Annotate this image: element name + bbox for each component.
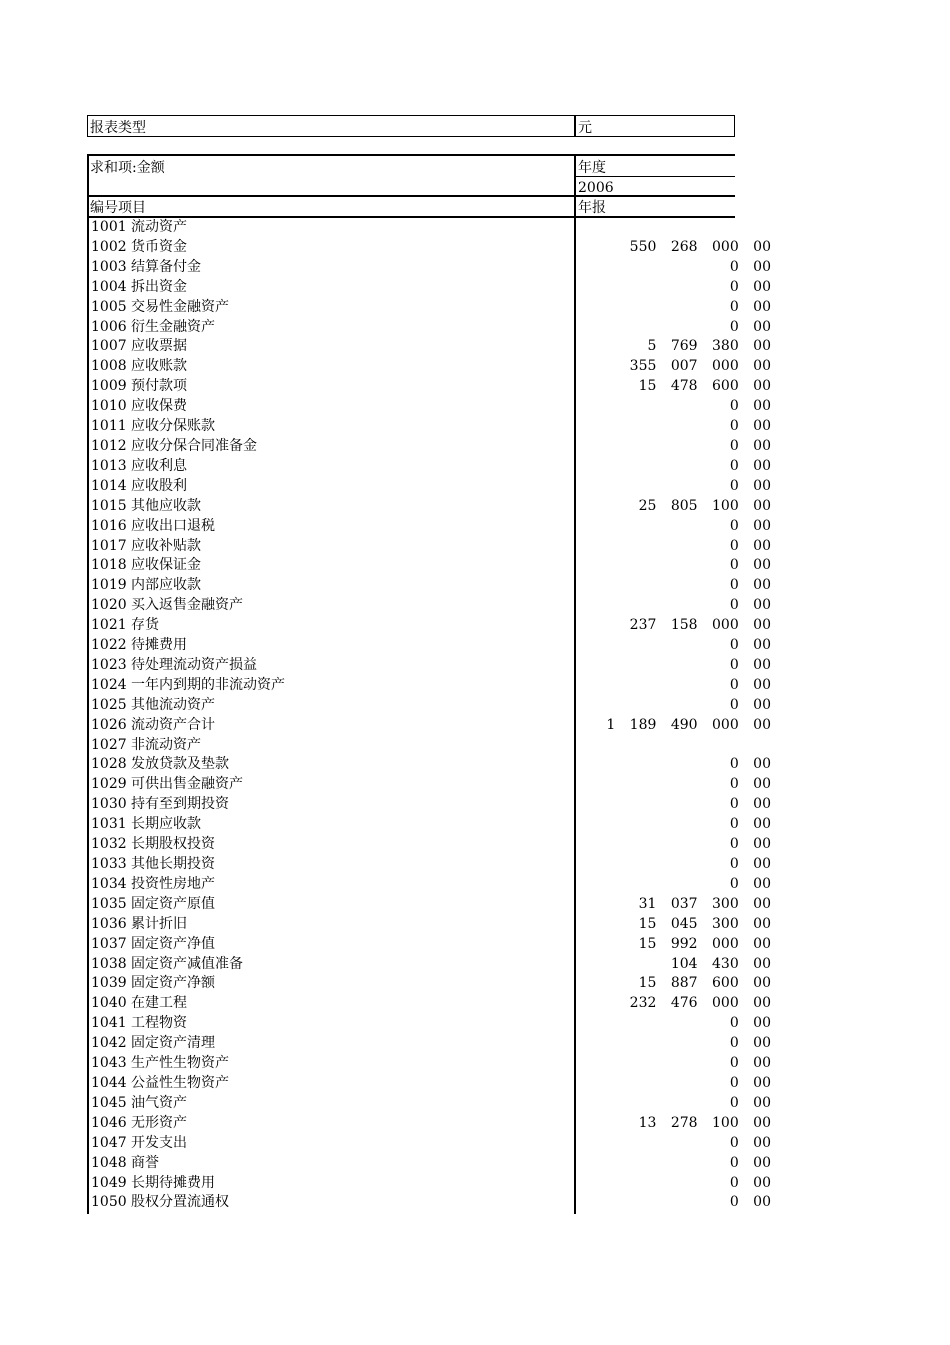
row-code: 1028 <box>91 756 127 773</box>
row-name: 流动资产合计 <box>131 716 215 733</box>
row-code: 1043 <box>91 1055 127 1072</box>
table-row[interactable] <box>91 794 771 814</box>
table-row[interactable] <box>91 396 771 416</box>
row-value: 0 00 <box>729 836 771 853</box>
row-code: 1033 <box>91 856 127 872</box>
row-value: 0 00 <box>729 258 771 275</box>
pivot-top-border <box>87 154 735 156</box>
row-value: 0 00 <box>729 676 771 693</box>
row-code: 1013 <box>91 457 127 474</box>
row-value: 237 158 000 00 <box>629 617 771 634</box>
row-name: 投资性房地产 <box>131 875 215 892</box>
row-code: 1046 <box>91 1114 127 1131</box>
row-name: 应收保证金 <box>131 557 201 574</box>
row-name: 应收补贴款 <box>131 537 201 554</box>
table-row[interactable] <box>91 1033 771 1053</box>
row-name: 可供出售金融资产 <box>131 776 243 793</box>
row-name: 股权分置流通权 <box>131 1194 229 1211</box>
row-value: 0 00 <box>729 577 771 594</box>
table-row[interactable] <box>91 336 771 356</box>
row-code: 1042 <box>91 1035 127 1052</box>
row-code: 1014 <box>91 477 127 494</box>
row-name: 商誉 <box>131 1154 159 1171</box>
row-name: 油气资产 <box>131 1094 187 1111</box>
row-code: 1036 <box>91 915 127 932</box>
row-code: 1027 <box>91 736 127 753</box>
table-row[interactable] <box>91 914 771 934</box>
row-name: 长期股权投资 <box>131 836 215 853</box>
row-value: 0 00 <box>729 1074 771 1091</box>
row-value: 0 00 <box>729 1134 771 1151</box>
row-value: 0 00 <box>729 298 771 315</box>
row-code: 1021 <box>91 617 127 634</box>
table-row[interactable] <box>91 1113 771 1133</box>
row-name: 一年内到期的非流动资产 <box>131 676 285 693</box>
row-value: 0 00 <box>729 318 771 335</box>
row-name: 内部应收款 <box>131 577 201 594</box>
row-name: 生产性生物资产 <box>131 1055 229 1072</box>
row-value: 15 887 600 00 <box>638 975 771 992</box>
table-row[interactable] <box>91 1173 771 1193</box>
row-value: 0 00 <box>729 398 771 415</box>
table-row[interactable] <box>91 416 771 436</box>
table-row[interactable] <box>91 715 771 735</box>
row-value: 0 00 <box>729 875 771 892</box>
row-name: 工程物资 <box>131 1015 187 1032</box>
row-name: 累计折旧 <box>131 915 187 932</box>
row-value: 0 00 <box>729 1094 771 1111</box>
row-code: 1017 <box>91 537 127 554</box>
row-value: 0 00 <box>729 517 771 534</box>
row-code: 1018 <box>91 557 127 574</box>
row-name: 结算备付金 <box>131 258 201 275</box>
row-code: 1037 <box>91 935 127 952</box>
row-code: 1001 <box>91 219 127 235</box>
table-row[interactable] <box>91 237 771 257</box>
row-name: 衍生金融资产 <box>131 318 215 335</box>
table-row[interactable] <box>91 934 771 954</box>
row-code: 1005 <box>91 298 127 315</box>
row-name: 开发支出 <box>131 1134 187 1151</box>
row-value: 15 478 600 00 <box>638 378 771 395</box>
row-name: 应收分保合同准备金 <box>131 437 257 454</box>
row-value: 0 00 <box>729 1194 771 1211</box>
table-row[interactable] <box>91 575 771 595</box>
row-name: 持有至到期投资 <box>131 796 229 813</box>
row-value: 25 805 100 00 <box>638 497 771 514</box>
row-value: 0 00 <box>729 696 771 713</box>
row-name: 流动资产 <box>131 219 187 235</box>
row-name: 应收票据 <box>131 338 187 355</box>
row-value: 0 00 <box>729 1055 771 1072</box>
row-code: 1011 <box>91 418 127 435</box>
table-row[interactable] <box>91 496 771 516</box>
table-row[interactable] <box>91 993 771 1013</box>
row-value: 550 268 000 00 <box>629 238 771 255</box>
row-value: 0 00 <box>729 756 771 773</box>
row-name: 固定资产减值准备 <box>131 955 243 972</box>
row-code: 1041 <box>91 1015 127 1032</box>
table-row[interactable] <box>91 874 771 894</box>
table-row[interactable] <box>91 774 771 794</box>
row-value: 0 00 <box>729 418 771 435</box>
row-value: 0 00 <box>729 637 771 654</box>
row-code: 1034 <box>91 875 127 892</box>
pivot-sum-label: 求和项:金额 <box>90 160 165 176</box>
pivot-col-header[interactable]: 年报 <box>578 200 606 216</box>
table-row[interactable] <box>91 1073 771 1093</box>
row-value: 104 430 00 <box>670 955 771 972</box>
row-value: 0 00 <box>729 1174 771 1191</box>
table-row[interactable] <box>91 476 771 496</box>
row-value: 5 769 380 00 <box>647 338 771 355</box>
row-code: 1050 <box>91 1194 127 1211</box>
row-name: 长期待摊费用 <box>131 1174 215 1191</box>
row-value: 0 00 <box>729 776 771 793</box>
row-name: 发放贷款及垫款 <box>131 756 229 773</box>
table-row[interactable] <box>91 1093 771 1113</box>
row-value: 355 007 000 00 <box>629 358 771 375</box>
pivot-col-field[interactable]: 年度 <box>578 160 606 176</box>
row-name: 固定资产净值 <box>131 935 215 952</box>
filter-label: 报表类型 <box>90 120 146 136</box>
row-name: 买入返售金融资产 <box>131 597 243 614</box>
row-name: 应收分保账款 <box>131 418 215 435</box>
table-row[interactable] <box>91 257 771 277</box>
row-name: 长期应收款 <box>131 816 201 833</box>
row-name: 应收利息 <box>131 457 187 474</box>
row-name: 存货 <box>131 617 159 634</box>
table-row[interactable] <box>91 376 771 396</box>
table-row[interactable] <box>91 356 771 376</box>
table-row[interactable] <box>91 973 771 993</box>
table-row[interactable] <box>91 1053 771 1073</box>
row-name: 拆出资金 <box>131 278 187 295</box>
row-name: 预付款项 <box>131 378 187 395</box>
filter-divider <box>574 115 576 137</box>
row-value: 13 278 100 00 <box>638 1114 771 1131</box>
row-name: 应收账款 <box>131 358 187 375</box>
row-code: 1045 <box>91 1094 127 1111</box>
pivot-year[interactable]: 2006 <box>578 180 614 196</box>
table-row[interactable] <box>91 735 771 755</box>
row-code: 1025 <box>91 696 127 713</box>
row-name: 货币资金 <box>131 238 187 255</box>
row-value: 15 992 000 00 <box>638 935 771 952</box>
row-value: 0 00 <box>729 856 771 872</box>
row-name: 固定资产原值 <box>131 895 215 912</box>
row-code: 1023 <box>91 656 127 673</box>
row-name: 其他长期投资 <box>131 856 215 872</box>
table-row[interactable] <box>91 277 771 297</box>
row-code: 1015 <box>91 497 127 514</box>
row-name: 其他应收款 <box>131 497 201 514</box>
row-name: 无形资产 <box>131 1114 187 1131</box>
row-name: 应收股利 <box>131 477 187 494</box>
row-value: 15 045 300 00 <box>638 915 771 932</box>
table-row[interactable] <box>91 814 771 834</box>
table-row[interactable] <box>91 675 771 695</box>
row-code: 1032 <box>91 836 127 853</box>
row-name: 在建工程 <box>131 995 187 1012</box>
row-value: 0 00 <box>729 816 771 833</box>
row-value: 0 00 <box>729 1015 771 1032</box>
row-code: 1044 <box>91 1074 127 1091</box>
row-name: 其他流动资产 <box>131 696 215 713</box>
row-name: 应收出口退税 <box>131 517 215 534</box>
row-code: 1031 <box>91 816 127 833</box>
table-row[interactable] <box>91 297 771 317</box>
row-value: 0 00 <box>729 1035 771 1052</box>
row-name: 非流动资产 <box>131 736 201 753</box>
row-code: 1019 <box>91 577 127 594</box>
table-row[interactable] <box>91 655 771 675</box>
pivot-left-border <box>87 154 89 1214</box>
row-name: 固定资产净额 <box>131 975 215 992</box>
row-code: 1016 <box>91 517 127 534</box>
row-value: 0 00 <box>729 597 771 614</box>
row-code: 1040 <box>91 995 127 1012</box>
table-row[interactable] <box>91 1013 771 1033</box>
row-value: 232 476 000 00 <box>629 995 771 1012</box>
table-row[interactable] <box>91 695 771 715</box>
table-row[interactable] <box>91 894 771 914</box>
row-code: 1039 <box>91 975 127 992</box>
row-code: 1004 <box>91 278 127 295</box>
row-name: 固定资产清理 <box>131 1035 215 1052</box>
row-code: 1048 <box>91 1154 127 1171</box>
row-code: 1008 <box>91 358 127 375</box>
row-value: 31 037 300 00 <box>638 895 771 912</box>
table-row[interactable] <box>91 456 771 476</box>
row-code: 1006 <box>91 318 127 335</box>
row-code: 1009 <box>91 378 127 395</box>
row-code: 1047 <box>91 1134 127 1151</box>
row-value: 0 00 <box>729 457 771 474</box>
row-value: 1 189 490 000 00 <box>606 716 771 733</box>
row-name: 待摊费用 <box>131 637 187 654</box>
row-code: 1038 <box>91 955 127 972</box>
row-value: 0 00 <box>729 477 771 494</box>
table-row[interactable] <box>91 436 771 456</box>
table-row[interactable] <box>91 595 771 615</box>
row-code: 1020 <box>91 597 127 614</box>
row-value: 0 00 <box>729 437 771 454</box>
pivot-rows <box>91 217 771 1212</box>
table-row[interactable] <box>91 317 771 337</box>
row-code: 1024 <box>91 676 127 693</box>
filter-box <box>87 115 735 137</box>
table-row[interactable] <box>91 1192 771 1212</box>
table-row[interactable] <box>91 217 771 237</box>
row-name: 公益性生物资产 <box>131 1074 229 1091</box>
table-row[interactable] <box>91 635 771 655</box>
table-row[interactable] <box>91 615 771 635</box>
row-name: 应收保费 <box>131 398 187 415</box>
row-code: 1049 <box>91 1174 127 1191</box>
row-code: 1035 <box>91 895 127 912</box>
table-row[interactable] <box>91 555 771 575</box>
row-value: 0 00 <box>729 557 771 574</box>
row-code: 1030 <box>91 796 127 813</box>
row-value: 0 00 <box>729 796 771 813</box>
row-code: 1002 <box>91 238 127 255</box>
row-value: 0 00 <box>729 1154 771 1171</box>
row-name: 待处理流动资产损益 <box>131 656 257 673</box>
row-value: 0 00 <box>729 656 771 673</box>
row-code: 1007 <box>91 338 127 355</box>
row-value: 0 00 <box>729 278 771 295</box>
row-code: 1003 <box>91 258 127 275</box>
row-code: 1029 <box>91 776 127 793</box>
table-row[interactable] <box>91 1153 771 1173</box>
table-row[interactable] <box>91 516 771 536</box>
row-name: 交易性金融资产 <box>131 298 229 315</box>
row-code: 1012 <box>91 437 127 454</box>
row-code: 1022 <box>91 637 127 654</box>
table-row[interactable] <box>91 854 771 874</box>
table-row[interactable] <box>91 834 771 854</box>
table-row[interactable] <box>91 1133 771 1153</box>
table-row[interactable] <box>91 754 771 774</box>
filter-value[interactable]: 元 <box>578 120 592 136</box>
row-code: 1010 <box>91 398 127 415</box>
pivot-row-header[interactable]: 编号项目 <box>90 200 146 216</box>
table-row[interactable] <box>91 536 771 556</box>
row-code: 1026 <box>91 716 127 733</box>
row-value: 0 00 <box>729 537 771 554</box>
table-row[interactable] <box>91 954 771 974</box>
